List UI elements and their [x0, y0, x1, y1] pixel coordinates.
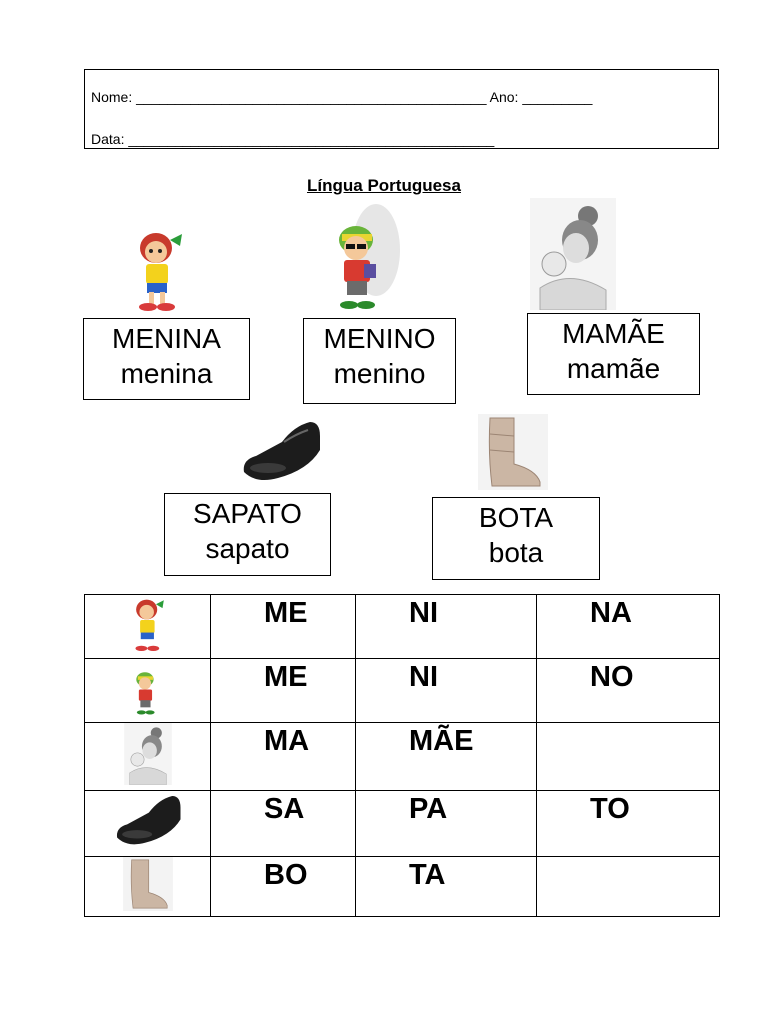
year-line[interactable]: _________	[522, 89, 593, 105]
syllable-cell: BO	[211, 857, 356, 917]
syllable-cell: ME	[211, 659, 356, 723]
table-row	[85, 723, 720, 791]
word-lower: sapato	[205, 533, 290, 564]
row-picture-cell	[85, 857, 211, 917]
date-row	[91, 131, 494, 147]
syllable-cell: NI	[356, 595, 537, 659]
girl-icon	[126, 226, 190, 314]
syllable-cell: PA	[356, 791, 537, 857]
syllable-cell: TA	[356, 857, 537, 917]
student-info-box	[84, 69, 719, 149]
syllable-cell: ME	[211, 595, 356, 659]
word-lower: menina	[120, 358, 213, 389]
syllable-cell	[537, 723, 720, 791]
syllable-cell: TO	[537, 791, 720, 857]
syllable-cell: NI	[356, 659, 537, 723]
syllable-cell: NO	[537, 659, 720, 723]
word-upper: MAMÃE	[562, 318, 665, 349]
word-lower: menino	[333, 358, 426, 389]
year-label: Ano:	[489, 89, 519, 105]
table-row	[85, 791, 720, 857]
boy-icon	[118, 659, 178, 717]
shoe-icon	[112, 791, 184, 851]
name-row	[91, 89, 592, 105]
row-picture-cell	[85, 659, 211, 723]
syllable-table	[84, 594, 720, 917]
syllable-cell: MÃE	[356, 723, 537, 791]
syllable-cell: MA	[211, 723, 356, 791]
table-row	[85, 659, 720, 723]
word-lower: bota	[488, 537, 544, 568]
date-label: Data:	[91, 131, 125, 147]
row-picture-cell	[85, 595, 211, 659]
mother-icon	[530, 198, 616, 310]
name-label: Nome:	[91, 89, 133, 105]
syllable-cell	[537, 857, 720, 917]
boy-icon	[320, 200, 404, 314]
row-picture-cell	[85, 723, 211, 791]
table-row	[85, 857, 720, 917]
boot-icon	[118, 857, 178, 911]
word-card-sapato	[164, 493, 331, 576]
syllable-cell: SA	[211, 791, 356, 857]
row-picture-cell	[85, 791, 211, 857]
date-line[interactable]: _______________________________________________	[128, 131, 495, 147]
word-card-menina	[83, 318, 250, 400]
word-card-bota	[432, 497, 600, 580]
word-upper: MENINO	[323, 323, 436, 354]
boot-icon	[478, 414, 548, 490]
word-lower: mamãe	[566, 353, 661, 384]
girl-icon	[118, 595, 178, 653]
word-upper: SAPATO	[193, 498, 302, 529]
word-upper: MENINA	[112, 323, 221, 354]
page-title: Língua Portuguesa	[307, 176, 461, 195]
word-card-mamae	[527, 313, 700, 395]
name-line[interactable]: _____________________________________________	[136, 89, 487, 105]
syllable-cell: NA	[537, 595, 720, 659]
shoe-icon	[238, 416, 324, 488]
table-row	[85, 595, 720, 659]
mother-icon	[108, 723, 188, 785]
word-card-menino	[303, 318, 456, 404]
word-upper: BOTA	[478, 502, 554, 533]
